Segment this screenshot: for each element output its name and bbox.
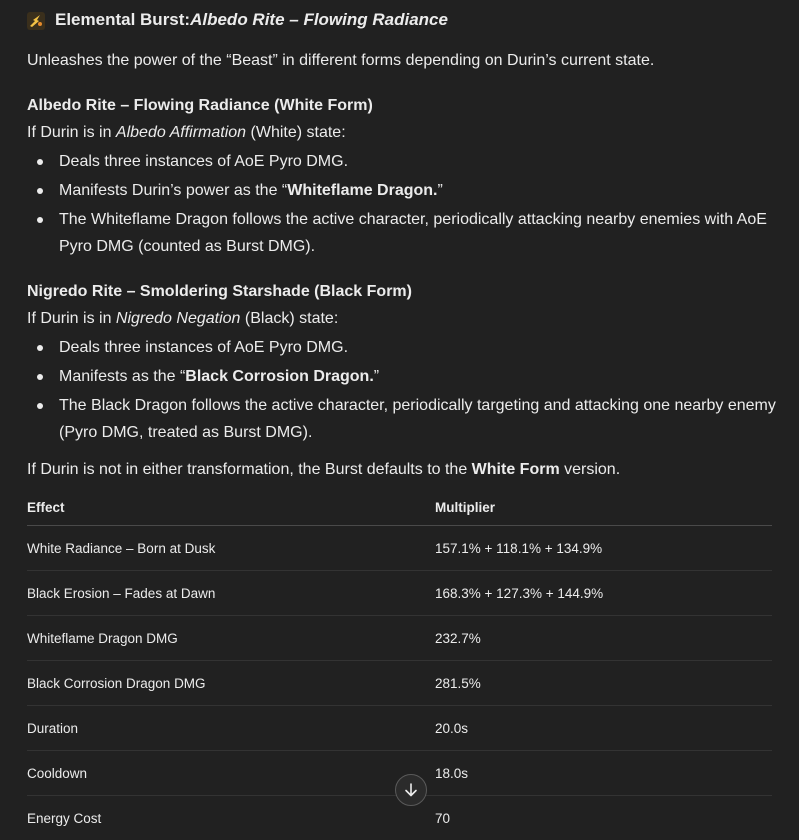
effect-cell: Duration: [27, 706, 435, 751]
effect-cell: White Radiance – Born at Dusk: [27, 526, 435, 571]
white-form-list: [27, 148, 787, 260]
table-header-row: [27, 489, 772, 526]
column-header-effect: Effect: [27, 489, 435, 526]
list-item: The Whiteflame Dragon follows the active character, periodically attacking nearby enemies with AoE Pyro DMG (counted as Burst DMG).: [59, 206, 787, 260]
arrow-down-icon: [403, 782, 419, 798]
effect-cell: Cooldown: [27, 751, 435, 796]
white-form-title: Albedo Rite – Flowing Radiance (White Form): [27, 92, 787, 119]
table-row: [27, 526, 772, 571]
multiplier-cell: 70: [435, 796, 772, 840]
section-heading: [27, 6, 787, 33]
scroll-to-bottom-button[interactable]: [395, 774, 427, 806]
multiplier-cell: 281.5%: [435, 661, 772, 706]
intro-text: Unleashes the power of the “Beast” in different forms depending on Durin’s current state.: [27, 47, 787, 74]
effect-cell: Whiteflame Dragon DMG: [27, 616, 435, 661]
multiplier-cell: 20.0s: [435, 706, 772, 751]
heading-name: Albedo Rite – Flowing Radiance: [190, 6, 448, 33]
list-item: Deals three instances of AoE Pyro DMG.: [59, 148, 787, 175]
message-content: [27, 6, 787, 840]
heading-prefix: Elemental Burst:: [55, 6, 190, 33]
multiplier-cell: 157.1% + 118.1% + 134.9%: [435, 526, 772, 571]
table-row: [27, 661, 772, 706]
list-item: Manifests as the “Black Corrosion Dragon.”: [59, 363, 787, 390]
multiplier-cell: 232.7%: [435, 616, 772, 661]
default-note: If Durin is not in either transformation, the Burst defaults to the White Form version.: [27, 456, 787, 483]
table-row: [27, 616, 772, 661]
effect-cell: Black Corrosion Dragon DMG: [27, 661, 435, 706]
burst-icon: [27, 11, 45, 29]
effect-cell: Energy Cost: [27, 796, 435, 840]
multiplier-cell: 18.0s: [435, 751, 772, 796]
multiplier-cell: 168.3% + 127.3% + 144.9%: [435, 571, 772, 616]
effect-cell: Black Erosion – Fades at Dawn: [27, 571, 435, 616]
black-form-title: Nigredo Rite – Smoldering Starshade (Black Form): [27, 278, 787, 305]
black-form-condition: If Durin is in Nigredo Negation (Black) state:: [27, 305, 787, 332]
table-row: [27, 796, 772, 840]
black-form-list: [27, 334, 787, 446]
list-item: Deals three instances of AoE Pyro DMG.: [59, 334, 787, 361]
table-row: [27, 571, 772, 616]
table-row: [27, 706, 772, 751]
list-item: Manifests Durin’s power as the “Whiteflame Dragon.”: [59, 177, 787, 204]
column-header-multiplier: Multiplier: [435, 489, 772, 526]
list-item: The Black Dragon follows the active character, periodically targeting and attacking one nearby enemy (Pyro DMG, treated as Burst DMG).: [59, 392, 787, 446]
white-form-condition: If Durin is in Albedo Affirmation (White) state:: [27, 119, 787, 146]
